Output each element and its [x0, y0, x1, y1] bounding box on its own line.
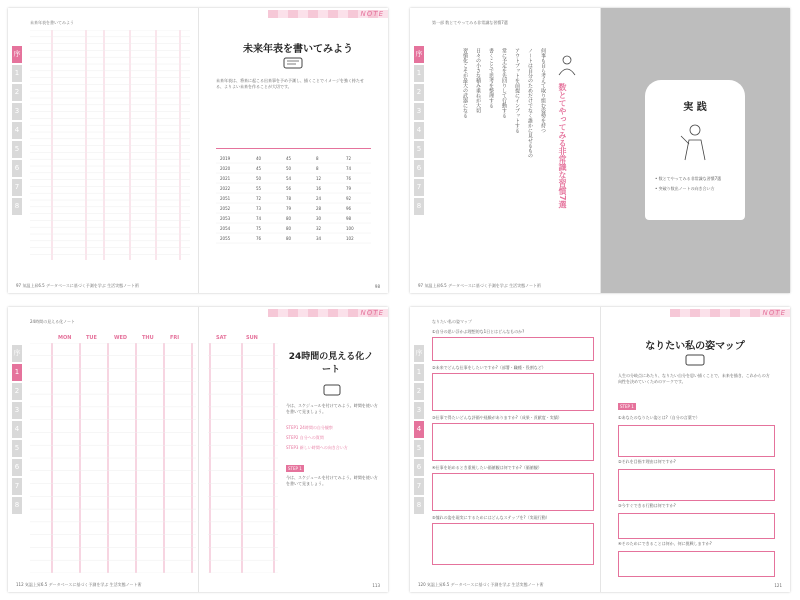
vertical-line-3: アウトプットを前提にインプットする	[514, 48, 520, 133]
page-footer: 97 気温上昇6.5 データベースに基づく予測を学ぶ 生活実態ノート術	[418, 283, 541, 288]
table-cell: 75	[256, 226, 262, 231]
tab-3[interactable]: 3	[12, 402, 22, 419]
page-title: なりたい私の姿マップ	[645, 341, 745, 352]
table-cell: 72	[346, 156, 352, 161]
page-number: 113	[372, 583, 380, 588]
page-right	[600, 8, 790, 293]
question-1: ①自分の思い浮かぶ理想的な1日とはどんなものか?	[432, 329, 525, 334]
tab-1[interactable]: 1	[12, 65, 22, 82]
tab-2[interactable]: 2	[12, 383, 22, 400]
table-cell: 2055	[220, 236, 231, 241]
table-cell: 56	[286, 186, 292, 191]
timetable-grid-weekend	[208, 343, 278, 573]
right-question-1: ①あなたのなりたい姿とは?（自分の言葉で）	[618, 415, 700, 420]
table-cell: 79	[286, 206, 292, 211]
running-header: 24時間の見える化ノート	[30, 319, 75, 324]
right-question-4: ④そのためにできることは何か、何に挑戦しますか?	[618, 541, 712, 546]
table-cell: 80	[286, 226, 292, 231]
tab-7[interactable]: 7	[12, 478, 22, 495]
day-sun: SUN	[246, 335, 258, 341]
step-badge: STEP 1	[620, 404, 634, 409]
answer-box-5[interactable]	[432, 523, 594, 565]
tab-2[interactable]: 2	[12, 84, 22, 101]
table-cell: 30	[316, 216, 322, 221]
step-line-1: STEP1 24時間の自分観察	[286, 425, 333, 430]
tab-8[interactable]: 8	[414, 497, 424, 514]
question-4: ④仕事を始めるとき重視したい価値観は何ですか?（価値観）	[432, 465, 542, 470]
spread-future-self-map	[410, 307, 790, 592]
right-answer-box-1[interactable]	[618, 425, 775, 457]
notebook-icon	[684, 353, 706, 367]
table-cell: 2054	[220, 226, 231, 231]
vertical-title: 数とてやってみる非常識な習慣7選	[558, 83, 567, 209]
table-top-rule	[216, 148, 371, 149]
answer-box-2[interactable]	[432, 373, 594, 411]
table-cell: 50	[286, 166, 292, 171]
table-cell: 2020	[220, 166, 231, 171]
tab-4[interactable]: 4	[12, 421, 22, 438]
answer-box-3[interactable]	[432, 423, 594, 461]
tab-6[interactable]: 6	[414, 160, 424, 177]
running-header: 未来年表を書いてみよう	[30, 20, 74, 25]
timetable-grid-weekday	[30, 343, 196, 573]
tab-6[interactable]: 6	[12, 459, 22, 476]
ledger-grid	[30, 30, 190, 260]
step-line-2: STEP2 自分への質問	[286, 435, 324, 440]
vertical-line-4: 常に予定を先回りして行動する	[501, 48, 507, 118]
page-right	[600, 307, 790, 592]
page-footer: 112 気温上昇6.5 データベースに基づく予測を学ぶ 生活実態ノート術	[16, 582, 142, 587]
table-cell: 98	[346, 216, 352, 221]
page-left	[410, 8, 600, 293]
running-header: 第一部 数とてやってみる非常識な習慣7選	[432, 20, 508, 25]
intro-text: 未来年表は、将来に起こる出来事を予め予測し、描くことでイメージを強く持たせる、よりよい未来を作ることが大切です。	[216, 78, 364, 89]
table-cell: 8	[316, 166, 319, 171]
tab-1[interactable]: 1	[12, 364, 22, 381]
table-cell: 72	[256, 196, 262, 201]
tab-7[interactable]: 7	[414, 478, 424, 495]
table-cell: 28	[316, 206, 322, 211]
table-cell: 2019	[220, 156, 231, 161]
page-left	[8, 8, 198, 293]
question-3: ③仕事で得たいどんな評価や経験がありますか?（成果・貢献度・実績）	[432, 415, 562, 420]
table-cell: 102	[346, 236, 354, 241]
tab-5[interactable]: 5	[12, 141, 22, 158]
tab-4[interactable]: 4	[12, 122, 22, 139]
chapter-tabs	[414, 345, 424, 516]
table-cell: 12	[316, 176, 322, 181]
right-question-2: ②それを目指す理由は何ですか?	[618, 459, 676, 464]
table-cell: 2021	[220, 176, 231, 181]
table-cell: 2053	[220, 216, 231, 221]
page-footer: 120 気温上昇6.5 データベースに基づく予測を学ぶ 生活実態ノート術	[418, 582, 544, 587]
page-left	[8, 307, 198, 592]
tab-0[interactable]: 序	[414, 46, 424, 63]
table-cell: 73	[256, 206, 262, 211]
card-item-2: • 突破り数出ノートの向き合い方	[655, 186, 715, 191]
table-cell: 45	[286, 156, 292, 161]
page-right	[198, 307, 388, 592]
table-cell: 45	[256, 166, 262, 171]
page-number: 121	[774, 583, 782, 588]
step-badge: STEP 1	[288, 466, 302, 471]
notebook-icon	[322, 383, 342, 397]
tab-3[interactable]: 3	[12, 103, 22, 120]
tab-2[interactable]: 2	[414, 383, 424, 400]
question-2: ②未来でどんな仕事をしたいですか?（部署・職種・役割など）	[432, 365, 546, 370]
table-cell: 79	[346, 186, 352, 191]
table-cell: 80	[286, 216, 292, 221]
tab-5[interactable]: 5	[414, 141, 424, 158]
vertical-line-7: 習慣化こそが最大の武器になる	[462, 48, 468, 118]
tab-8[interactable]: 8	[12, 198, 22, 215]
vertical-line-6: 日々の小さな積み重ねが大切	[475, 48, 481, 113]
table-cell: 80	[286, 236, 292, 241]
note-label: NOTE	[360, 309, 384, 317]
table-cell: 2022	[220, 186, 231, 191]
notebook-icon	[282, 56, 304, 70]
page-number: 98	[374, 284, 380, 289]
spread-24h-note	[8, 307, 388, 592]
card-title: 実 践	[683, 102, 707, 113]
spread-future-timeline	[8, 8, 388, 293]
day-wed: WED	[114, 335, 128, 341]
table-cell: 40	[256, 156, 262, 161]
day-sat: SAT	[216, 335, 227, 341]
table-cell: 16	[316, 186, 322, 191]
tab-3[interactable]: 3	[414, 402, 424, 419]
table-cell: 78	[286, 196, 292, 201]
tab-3[interactable]: 3	[414, 103, 424, 120]
tab-5[interactable]: 5	[12, 440, 22, 457]
answer-box-1[interactable]	[432, 337, 594, 361]
tab-5[interactable]: 5	[414, 440, 424, 457]
page-title: 未来年表を書いてみよう	[243, 44, 353, 55]
tab-4[interactable]: 4	[414, 122, 424, 139]
note-label: NOTE	[762, 309, 786, 317]
day-tue: TUE	[86, 335, 97, 341]
right-answer-box-3[interactable]	[618, 513, 775, 539]
page-footer: 97 気温上昇6.5 データベースに基づく予測を学ぶ 生活実態ノート術	[16, 283, 139, 288]
tab-7[interactable]: 7	[12, 179, 22, 196]
chapter-tabs	[12, 46, 22, 217]
table-cell: 34	[316, 236, 322, 241]
table-cell: 2051	[220, 196, 231, 201]
tab-0[interactable]: 序	[12, 46, 22, 63]
table-cell: 76	[256, 236, 262, 241]
page-right	[198, 8, 388, 293]
note-label: NOTE	[360, 10, 384, 18]
right-question-3: ③今すぐできる行動は何ですか?	[618, 503, 676, 508]
step-desc: 今は、スケジュールを付けてみよう。時間を使い方を書いて見ましょう。	[286, 475, 378, 486]
vertical-line-2: ノートは自分のためだけでなく誰かに見せるもの	[527, 48, 533, 158]
table-cell: 54	[286, 176, 292, 181]
step-line-3: STEP3 新しい時間への向き合い方	[286, 445, 348, 450]
day-mon: MON	[58, 335, 72, 341]
table-cell: 32	[316, 226, 322, 231]
table-cell: 96	[346, 206, 352, 211]
table-cell: 24	[316, 196, 322, 201]
chapter-tabs	[414, 46, 424, 217]
page-left	[410, 307, 600, 592]
question-5: ⑤憧れの姿を現実にするためにはどんなステップを?（実現行動）	[432, 515, 550, 520]
tab-1[interactable]: 1	[414, 65, 424, 82]
tab-1[interactable]: 1	[414, 364, 424, 381]
spread-habits	[410, 8, 790, 293]
tab-6[interactable]: 6	[12, 160, 22, 177]
table-cell: 76	[346, 176, 352, 181]
table-cell: 2052	[220, 206, 231, 211]
day-fri: FRI	[170, 335, 180, 341]
table-cell: 55	[256, 186, 262, 191]
day-thu: THU	[142, 335, 154, 341]
table-cell: 50	[256, 176, 262, 181]
right-answer-box-2[interactable]	[618, 469, 775, 501]
practice-card	[645, 80, 745, 220]
table-cell: 100	[346, 226, 354, 231]
tab-8[interactable]: 8	[414, 198, 424, 215]
tab-0[interactable]: 序	[414, 345, 424, 362]
running-header: なりたい私の姿マップ	[432, 319, 472, 324]
tab-7[interactable]: 7	[414, 179, 424, 196]
right-answer-box-4[interactable]	[618, 551, 775, 577]
table-cell: 92	[346, 196, 352, 201]
tab-0[interactable]: 序	[12, 345, 22, 362]
card-item-1: • 数とてやってみる非常識な習慣7選	[655, 176, 722, 181]
figure-icon	[555, 53, 579, 77]
table-cell: 8	[316, 156, 319, 161]
chapter-tabs	[12, 345, 22, 516]
page-title: 24時間の見える化ノート	[288, 352, 374, 375]
vertical-line-1: 何事も自ら考えて取り組む姿勢を持つ	[540, 48, 546, 133]
table-cell: 74	[346, 166, 352, 171]
table-cell: 74	[256, 216, 262, 221]
figure-icon	[679, 122, 711, 162]
intro-text: 人生の分岐点にあたり、なりたい自分を思い描くことで、未来を描き、これからの方向性を決めていくためのワークです。	[618, 373, 770, 384]
answer-box-4[interactable]	[432, 473, 594, 511]
tab-6[interactable]: 6	[414, 459, 424, 476]
vertical-line-5: 書くことで思考を整理する	[488, 48, 494, 108]
intro-text: 今は、スケジュールを付けてみよう。時間を使い方を書いて見ましょう。	[286, 403, 378, 414]
tab-4[interactable]: 4	[414, 421, 424, 438]
future-table	[216, 152, 371, 252]
tab-2[interactable]: 2	[414, 84, 424, 101]
tab-8[interactable]: 8	[12, 497, 22, 514]
